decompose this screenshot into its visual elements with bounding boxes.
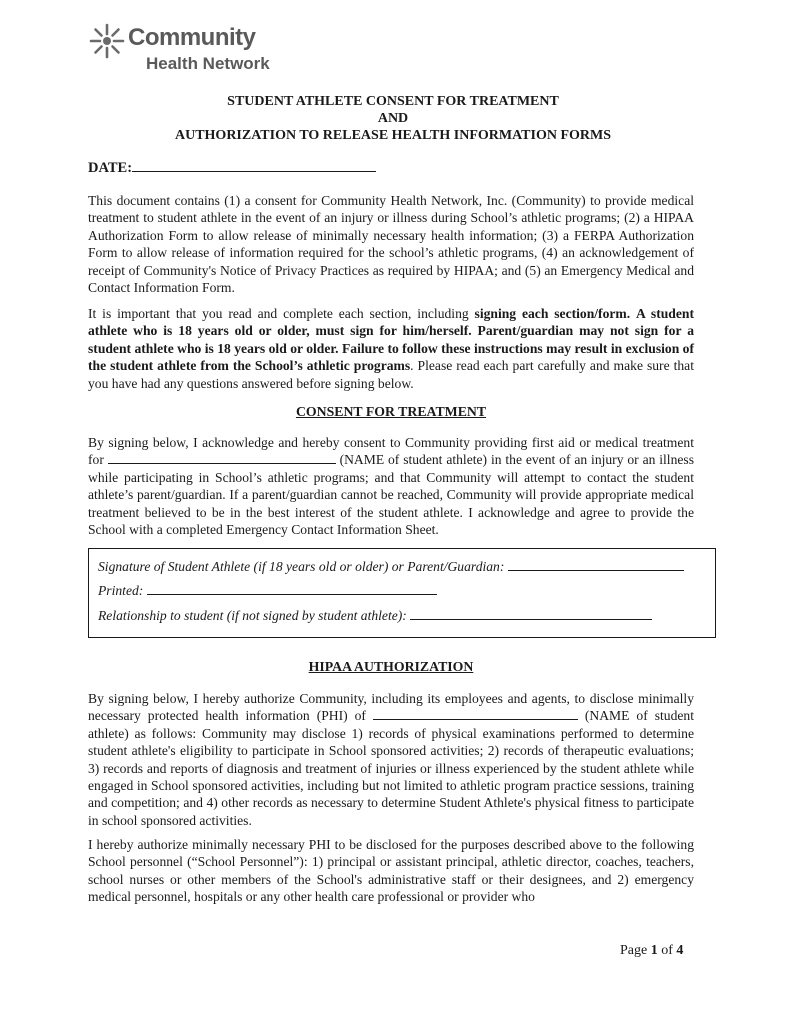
logo-subname: Health Network: [146, 54, 270, 73]
printed-row: [98, 582, 437, 599]
document-title-line1: STUDENT ATHLETE CONSENT FOR TREATMENT: [227, 94, 559, 109]
intro-paragraph: This document contains (1) a consent for Community Health Network, Inc. (Community) to provide medical treatment to student athlete in the event of an injury or illness during School’s athletic programs; (2) a HIPAA Authorization Form to allow release of minimally necessary health information; (3) a FERPA Authorization Form to allow release of information required for the school’s athletic programs, (4) an acknowledgement of receipt of Community's Notice of Privacy Practices as required by HIPAA; and (5) an Emergency Medical and Contact Information Form.: [88, 193, 694, 296]
signature-label: Signature of Student Athlete (if 18 years old or older) or Parent/Guardian:: [98, 559, 505, 574]
hipaa-paragraph-1: By signing below, I hereby authorize Community, including its employees and agents, to disclose minimally necessary protected health information (PHI) of (NAME of student athlete) as follows: Community may disclose 1) records of physical examinations performed to determine student athlete's eligibility to participate in School sponsored activities; 2) records of therapeutic evaluations; 3) records and reports of diagnosis and treatment of injuries or illness experienced by the student athlete while engaged in School sponsored activities, including but not limited to athletic program practice sessions, training and competition; and 4) other records as necessary to determine Student Athlete's physical fitness to participate in school sponsored activities.: [88, 691, 694, 828]
document-title-line2: AND: [377, 111, 409, 126]
hipaa-student-name-line[interactable]: [373, 707, 578, 720]
consent-paragraph: By signing below, I acknowledge and hereby consent to Community providing first aid or medical treatment for (NAME of student athlete) in the event of an injury or an illness while participating in School’s athletic programs; and that Community will attempt to contact the student athlete’s parent/guardian. If a parent/guardian cannot be reached, Community will provide appropriate medical treatment believed to be in the best interest of the student athlete. I acknowledge and agree to provide the School with a completed Emergency Contact Information Sheet.: [88, 435, 694, 538]
hipaa-paragraph-2: I hereby authorize minimally necessary PHI to be disclosed for the purposes described above to the following School personnel (“School Personnel”): 1) principal or assistant principal, athletic director, coaches, teachers, school nurses or other members of the School's administrative staff or their designees, and 2) emergency medical personnel, hospitals or any other health care professional or provider who: [88, 837, 694, 905]
document-title-line3: AUTHORIZATION TO RELEASE HEALTH INFORMATION FORMS: [174, 128, 612, 143]
hipaa-heading: HIPAA AUTHORIZATION: [308, 659, 474, 674]
starburst-logo-icon: [88, 22, 126, 60]
consent-heading: CONSENT FOR TREATMENT: [295, 404, 487, 419]
consent-signature-box: [88, 548, 716, 638]
signature-row: [98, 558, 684, 575]
relationship-line[interactable]: [410, 607, 652, 620]
important-paragraph: It is important that you read and complete each section, including signing each section/form. A student athlete who is 18 years old or older, must sign for him/herself. Parent/guardian may not sign for a student athlete who is 18 years old or older. Failure to follow these instructions may result in exclusion of the student athlete from the School’s athletic programs. Please read each part carefully and make sure that you have had any questions answered before signing below.: [88, 306, 694, 391]
date-label: DATE:: [88, 160, 133, 176]
relationship-row: [98, 607, 652, 624]
date-input-line[interactable]: [132, 158, 376, 172]
page-number: Page 1 of 4: [620, 943, 684, 958]
relationship-label: Relationship to student (if not signed by student athlete):: [98, 608, 407, 623]
signature-line[interactable]: [508, 558, 684, 571]
student-name-line[interactable]: [108, 451, 336, 464]
community-logo: [88, 20, 308, 80]
date-field: [88, 158, 376, 177]
printed-label: Printed:: [98, 583, 144, 598]
printed-line[interactable]: [147, 582, 437, 595]
logo-name: Community: [128, 24, 256, 51]
